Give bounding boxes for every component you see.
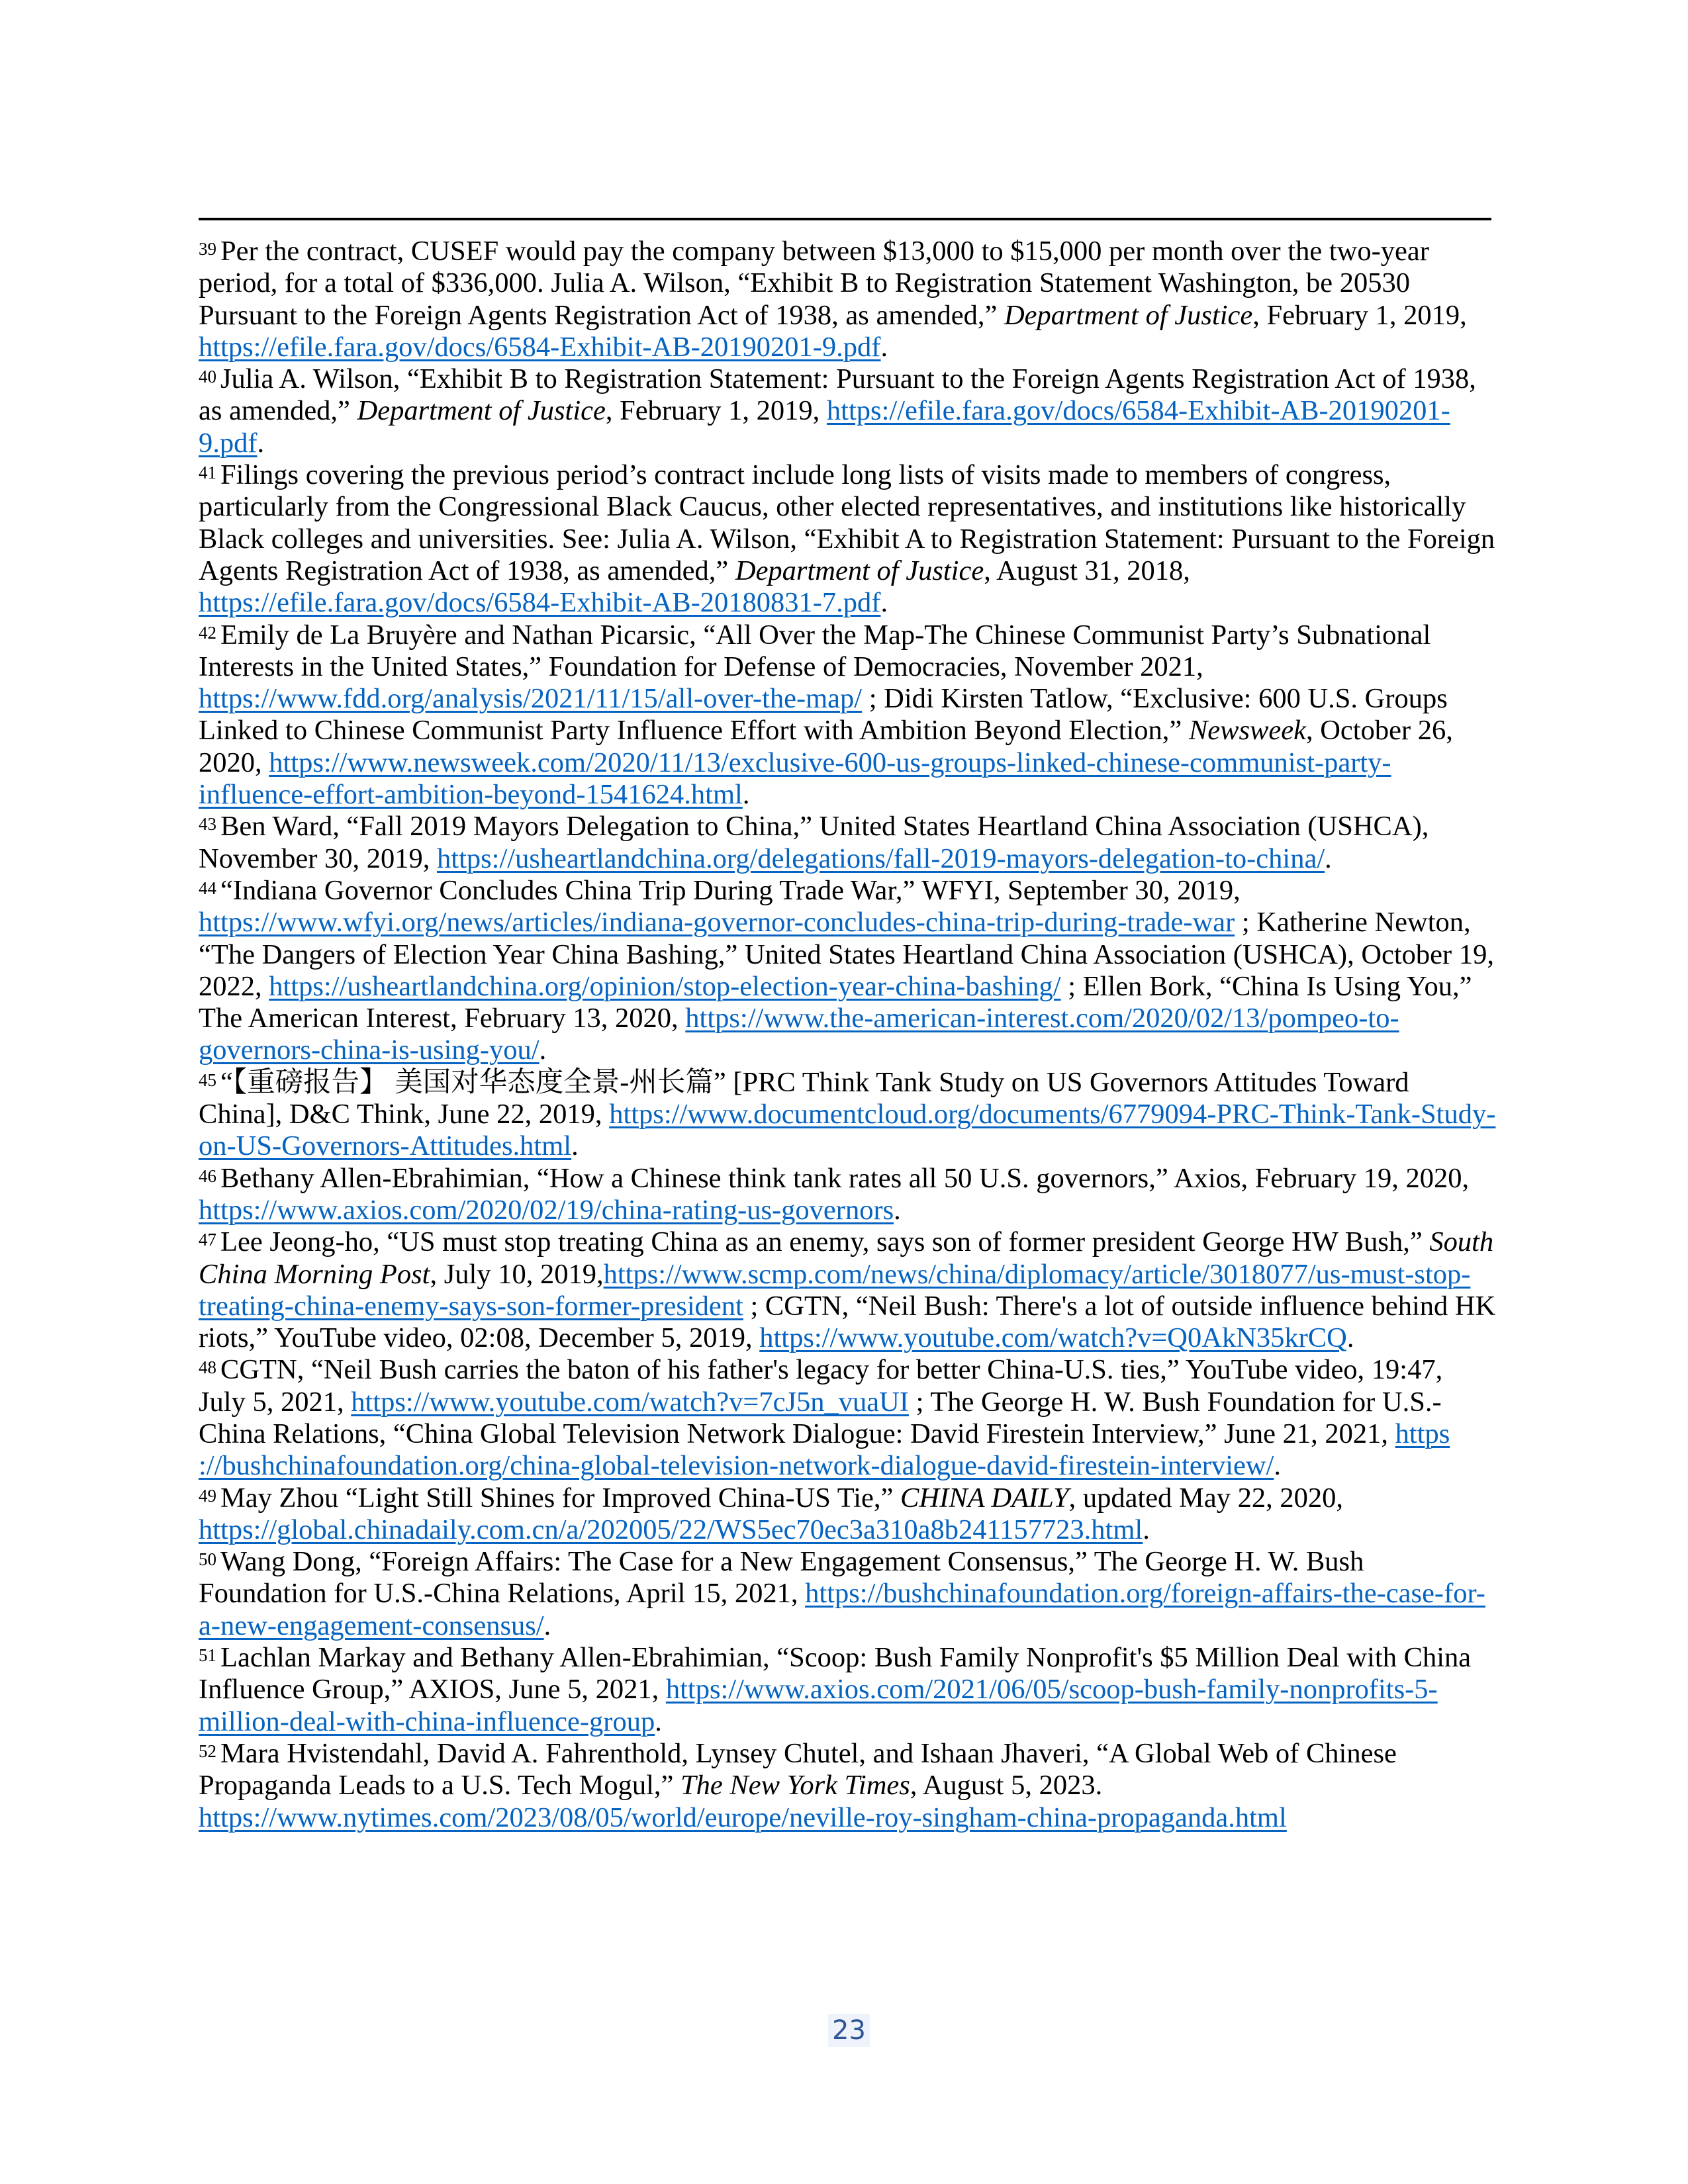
- footnote-48: [199, 1354, 1496, 1482]
- footnote-text: Filings covering the previous period’s contract include long lists of visits made to members of congress, particularly from the Congressional Black Caucus, other elected representatives, and institutions like historically Black colleges and universities. See: Julia A. Wilson, “Exhibit A to Registration Statement: Pursuant to the Foreign Agents Registration Act of 1938, as amended,”: [199, 459, 1495, 586]
- footnote-number: 43: [199, 814, 216, 835]
- publication-title: Department of Justice: [735, 555, 984, 586]
- page-number: 23: [828, 2014, 870, 2047]
- footnote-number: 45: [199, 1069, 216, 1090]
- footnote-number: 40: [199, 367, 216, 387]
- footnote-text: ; Didi Kirsten Tatlow, “Exclusive: 600 U.S. Groups Linked to Chinese Communist Party Influence Effort with Ambition Beyond Election,”: [199, 683, 1448, 747]
- footnote-link[interactable]: https://global.chinadaily.com.cn/a/202005/22/WS5ec70ec3a310a8b241157723.html: [199, 1514, 1143, 1545]
- footnote-51: [199, 1642, 1496, 1738]
- footnote-link[interactable]: https://www.documentcloud.org/documents/6779094-PRC-Think-Tank-Study-on-US-Governors-Attitudes.html: [199, 1099, 1496, 1162]
- footnote-40: [199, 363, 1496, 459]
- footnote-text: .: [1274, 1450, 1281, 1482]
- footnote-text: , August 31, 2018,: [984, 555, 1190, 586]
- footnote-text: .: [571, 1130, 579, 1162]
- footnote-text: ; Katherine Newton, “The Dangers of Election Year China Bashing,” United States Heartland China Association (USHCA), October 19, 2022,: [199, 907, 1494, 1002]
- footnote-text: .: [539, 1034, 547, 1066]
- publication-title: Department of Justice: [1004, 299, 1253, 331]
- footnote-link[interactable]: https://www.youtube.com/watch?v=Q0AkN35krCQ: [759, 1322, 1347, 1354]
- footnote-text: .: [880, 587, 888, 619]
- footnote-text: CGTN, “Neil Bush carries the baton of his father's legacy for better China-U.S. ties,” YouTube video, 19:47, July 5, 2021,: [199, 1354, 1443, 1418]
- publication-title: The New York Times,: [680, 1770, 917, 1801]
- footnote-link[interactable]: https://efile.fara.gov/docs/6584-Exhibit-AB-20190201-9.pdf: [199, 331, 881, 363]
- footnote-number: 42: [199, 622, 216, 643]
- footnote-text: , February 1, 2019,: [1252, 299, 1467, 331]
- footnote-text: Lachlan Markay and Bethany Allen-Ebrahimian, “Scoop: Bush Family Nonprofit's $5 Million Deal with China Influence Group,” AXIOS, June 5, 2021,: [199, 1642, 1472, 1706]
- footnote-text: “Indiana Governor Concludes China Trip During Trade War,” WFYI, September 30, 2019,: [220, 874, 1241, 906]
- footnote-42: [199, 619, 1496, 811]
- footnote-41: [199, 459, 1496, 619]
- footnote-link[interactable]: https://efile.fara.gov/docs/6584-Exhibit-AB-20180831-7.pdf: [199, 587, 881, 619]
- publication-title: Newsweek: [1188, 715, 1306, 747]
- footnote-50: [199, 1546, 1496, 1642]
- footnote-number: 52: [199, 1741, 216, 1761]
- footnote-49: [199, 1482, 1496, 1547]
- footnote-link[interactable]: https://www.fdd.org/analysis/2021/11/15/all-over-the-map/: [199, 683, 863, 715]
- footnote-text: , October 26, 2020,: [199, 715, 1453, 778]
- footnote-number: 47: [199, 1230, 216, 1250]
- footnote-text: Bethany Allen-Ebrahimian, “How a Chinese think tank rates all 50 U.S. governors,” Axios, February 19, 2020,: [220, 1162, 1470, 1194]
- footnote-link[interactable]: https://www.axios.com/2021/06/05/scoop-bush-family-nonprofits-5-million-deal-with-china-influence-group: [199, 1674, 1438, 1737]
- footnote-text: Lee Jeong-ho, “US must stop treating China as an enemy, says son of former president George HW Bush,”: [220, 1226, 1430, 1258]
- publication-title: CHINA DAILY: [900, 1482, 1069, 1514]
- footnote-text: .: [257, 427, 265, 459]
- footnote-text: Per the contract, CUSEF would pay the company between $13,000 to $15,000 per month over the two-year period, for a total of $336,000. Julia A. Wilson, “Exhibit B to Registration Statement Washington, be 20530 Pursuant to the Foreign Agents Registration Act of 1938, as amended,”: [199, 236, 1429, 331]
- footnote-text: .: [655, 1706, 662, 1737]
- footnote-text: .: [1143, 1514, 1150, 1545]
- footnote-text: , updated May 22, 2020,: [1068, 1482, 1343, 1514]
- footnote-number: 41: [199, 463, 216, 483]
- footnote-link[interactable]: https://www.scmp.com/news/china/diplomacy/article/3018077/us-must-stop-treating-china-enemy-says-son-former-president: [199, 1258, 1471, 1322]
- footnote-text: .: [1325, 842, 1332, 874]
- footnote-text: Mara Hvistendahl, David A. Fahrenthold, Lynsey Chutel, and Ishaan Jhaveri, “A Global Web of Chinese Propaganda Leads to a U.S. Tech Mogul,”: [199, 1737, 1397, 1801]
- footnote-number: 44: [199, 878, 216, 898]
- footnote-text: , July 10, 2019,: [430, 1258, 604, 1290]
- footnote-text: .: [880, 331, 888, 363]
- footnote-text: Wang Dong, “Foreign Affairs: The Case for a New Engagement Consensus,” The George H. W. Bush Foundation for U.S.-China Relations, April 15, 2021,: [199, 1546, 1364, 1610]
- footnote-text: ; CGTN, “Neil Bush: There's a lot of outside influence behind HK riots,” YouTube video, 02:08, December 5, 2019,: [199, 1290, 1496, 1354]
- footnote-text: .: [894, 1194, 901, 1226]
- publication-title: South China Morning Post: [199, 1226, 1494, 1290]
- footnote-link[interactable]: https://www.newsweek.com/2020/11/13/exclusive-600-us-groups-linked-chinese-communist-party-influence-effort-ambition-beyond-1541624.html: [199, 747, 1391, 811]
- footnote-link[interactable]: https ://bushchinafoundation.org/china-global-television-network-dialogue-david-firestein-interview/: [199, 1418, 1450, 1482]
- footnote-separator: [199, 218, 1491, 220]
- footnote-39: [199, 236, 1496, 363]
- footnote-number: 39: [199, 239, 216, 259]
- footnotes: [199, 236, 1496, 1834]
- footnote-link[interactable]: https://usheartlandchina.org/delegations/fall-2019-mayors-delegation-to-china/: [437, 842, 1325, 874]
- footnote-text: ; The George H. W. Bush Foundation for U.S.-China Relations, “China Global Television Network Dialogue: David Firestein Interview,” June 21, 2021,: [199, 1386, 1442, 1449]
- footnote-text: ; Ellen Bork, “China Is Using You,” The American Interest, February 13, 2020,: [199, 970, 1472, 1034]
- footnote-text: .: [1346, 1322, 1354, 1354]
- footnote-43: [199, 811, 1496, 875]
- footnote-text: .: [543, 1610, 551, 1641]
- footnote-text: “【重磅报告】 美国对华态度全景-州长篇” [PRC Think Tank Study on US Governors Attitudes Toward China], D&C Think, June 22, 2019,: [199, 1066, 1409, 1130]
- footnote-text: .: [742, 779, 750, 811]
- footnote-text: , February 1, 2019,: [605, 395, 827, 427]
- footnote-number: 46: [199, 1165, 216, 1186]
- footnote-52: [199, 1738, 1496, 1834]
- footnote-number: 51: [199, 1645, 216, 1666]
- footnote-47: [199, 1226, 1496, 1354]
- footnote-text: Ben Ward, “Fall 2019 Mayors Delegation to China,” United States Heartland China Association (USHCA), November 30, 2019,: [199, 811, 1429, 874]
- footnote-text: August 5, 2023.: [917, 1770, 1103, 1801]
- footnote-link[interactable]: https://www.nytimes.com/2023/08/05/world/europe/neville-roy-singham-china-propaganda.html: [199, 1801, 1287, 1833]
- footnote-link[interactable]: https://usheartlandchina.org/opinion/stop-election-year-china-bashing/: [269, 970, 1061, 1002]
- publication-title: Department of Justice: [357, 395, 606, 427]
- footnote-link[interactable]: https://bushchinafoundation.org/foreign-affairs-the-case-for-a-new-engagement-consensus/: [199, 1578, 1485, 1641]
- footnote-text: Julia A. Wilson, “Exhibit B to Registration Statement: Pursuant to the Foreign Agents Registration Act of 1938, as amended,”: [199, 363, 1476, 427]
- footnote-text: May Zhou “Light Still Shines for Improved China-US Tie,”: [220, 1482, 901, 1514]
- footnote-link[interactable]: https://www.axios.com/2020/02/19/china-rating-us-governors: [199, 1194, 894, 1226]
- footnote-link[interactable]: https://www.wfyi.org/news/articles/indiana-governor-concludes-china-trip-during-trade-war: [199, 907, 1235, 938]
- footnote-number: 48: [199, 1357, 216, 1378]
- footnote-text: Emily de La Bruyère and Nathan Picarsic, “All Over the Map-The Chinese Communist Party’s Subnational Interests in the United States,” Foundation for Defense of Democracies, November 2021,: [199, 619, 1431, 682]
- footnote-46: [199, 1163, 1496, 1227]
- footnote-number: 49: [199, 1485, 216, 1506]
- footnote-45: [199, 1067, 1496, 1163]
- footnote-44: [199, 875, 1496, 1067]
- footnote-link[interactable]: https://www.youtube.com/watch?v=7cJ5n_vuaUI: [351, 1386, 909, 1418]
- footnote-link[interactable]: https://efile.fara.gov/docs/6584-Exhibit-AB-20190201-9.pdf: [199, 395, 1450, 459]
- footnote-link[interactable]: https://www.the-american-interest.com/2020/02/13/pompeo-to-governors-china-is-using-you/: [199, 1003, 1399, 1066]
- footnote-number: 50: [199, 1549, 216, 1570]
